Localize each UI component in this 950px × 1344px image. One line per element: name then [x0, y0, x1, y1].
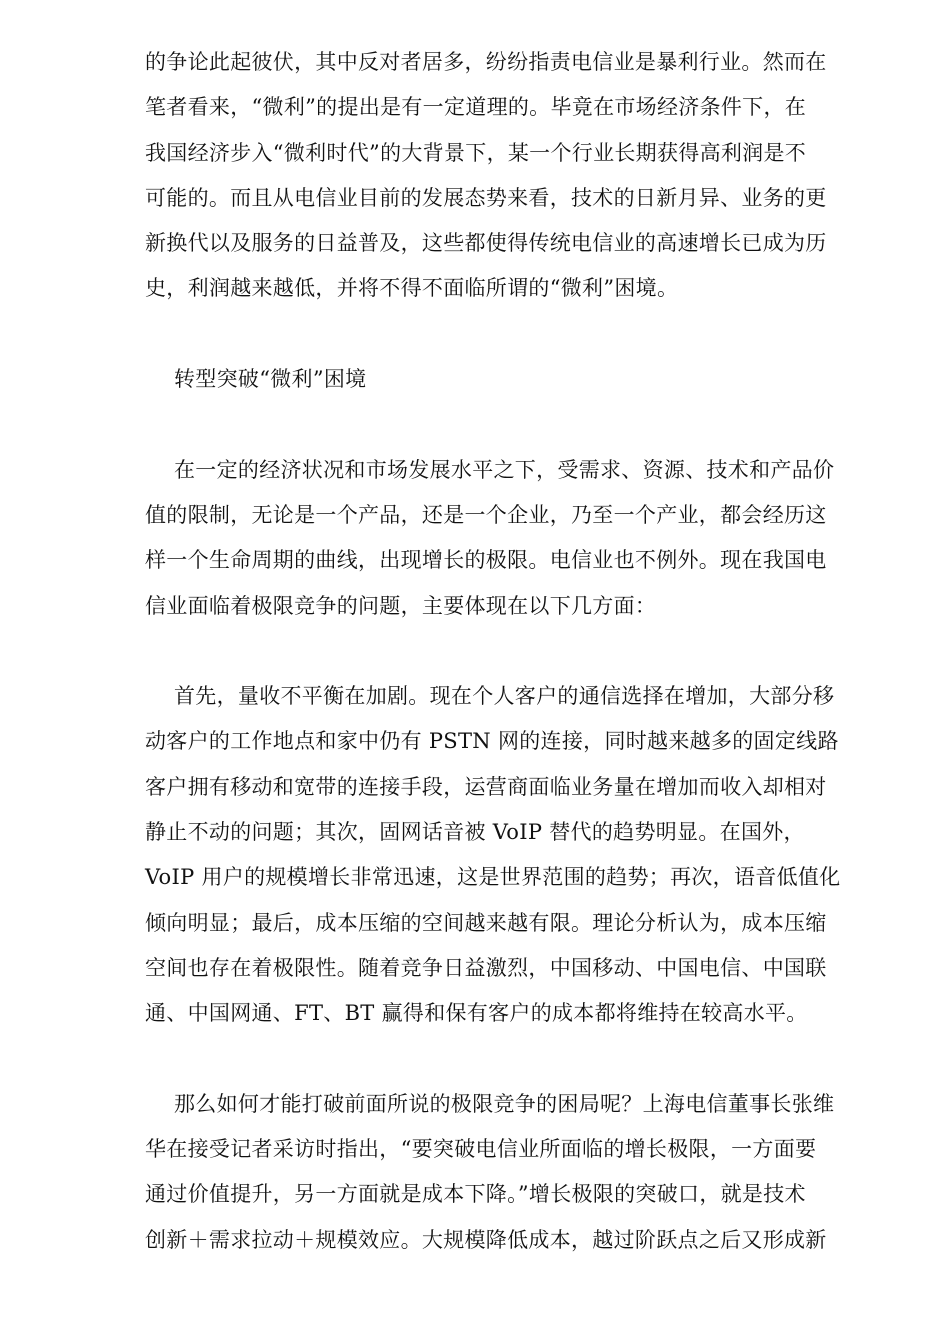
paragraph-spacer	[145, 312, 875, 357]
paragraph	[145, 1082, 875, 1263]
text-line: 创新＋需求拉动＋规模效应。大规模降低成本，越过阶跃点之后又形成新	[145, 1227, 827, 1252]
paragraph-spacer	[145, 1037, 875, 1082]
text-line: 通过价值提升，另一方面就是成本下降。”增长极限的突破口，就是技术	[145, 1182, 806, 1207]
text-line: 样一个生命周期的曲线，出现增长的极限。电信业也不例外。现在我国电	[145, 548, 827, 573]
text-line: 在一定的经济状况和市场发展水平之下，受需求、资源、技术和产品价	[174, 457, 835, 482]
text-line: 值的限制，无论是一个产品，还是一个企业，乃至一个产业，都会经历这	[145, 502, 827, 527]
document-body	[145, 40, 875, 1263]
text-line: 华在接受记者采访时指出，“要突破电信业所面临的增长极限，一方面要	[145, 1137, 817, 1162]
section-heading	[145, 357, 875, 402]
text-line: 可能的。而且从电信业目前的发展态势来看，技术的日新月异、业务的更	[145, 185, 827, 210]
paragraph	[145, 40, 875, 312]
text-line: 信业面临着极限竞争的问题，主要体现在以下几方面：	[145, 593, 657, 618]
text-line: 史，利润越来越低，并将不得不面临所谓的“微利”困境。	[145, 276, 679, 301]
text-line: 倾向明显；最后，成本压缩的空间越来越有限。理论分析认为，成本压缩	[145, 910, 827, 935]
text-line: 我国经济步入“微利时代”的大背景下，某一个行业长期获得高利润是不	[145, 140, 807, 165]
paragraph	[145, 448, 875, 629]
text-line: 的争论此起彼伏，其中反对者居多，纷纷指责电信业是暴利行业。然而在	[145, 50, 827, 74]
paragraph	[145, 674, 875, 1036]
paragraph-spacer	[145, 629, 875, 674]
text-line: 客户拥有移动和宽带的连接手段，运营商面临业务量在增加而收入却相对	[145, 774, 827, 799]
text-line: 首先，量收不平衡在加剧。现在个人客户的通信选择在增加，大部分移	[174, 684, 835, 709]
text-line: 那么如何才能打破前面所说的极限竞争的困局呢？上海电信董事长张维	[174, 1091, 835, 1116]
text-line: 通、中国网通、FT、BT 赢得和保有客户的成本都将维持在较高水平。	[145, 1001, 808, 1026]
text-line: VoIP 用户的规模增长非常迅速，这是世界范围的趋势；再次，语音低值化	[145, 865, 841, 890]
paragraph-spacer	[145, 402, 875, 447]
text-line: 空间也存在着极限性。随着竞争日益激烈，中国移动、中国电信、中国联	[145, 955, 827, 980]
text-line: 笔者看来，“微利”的提出是有一定道理的。毕竟在市场经济条件下，在	[145, 95, 807, 120]
text-line: 静止不动的问题；其次，固网话音被 VoIP 替代的趋势明显。在国外，	[145, 820, 805, 845]
text-line: 新换代以及服务的日益普及，这些都使得传统电信业的高速增长已成为历	[145, 231, 827, 256]
text-line: 动客户的工作地点和家中仍有 PSTN 网的连接，同时越来越多的固定线路	[145, 729, 839, 754]
heading-text: 转型突破“微利”困境	[174, 367, 367, 392]
